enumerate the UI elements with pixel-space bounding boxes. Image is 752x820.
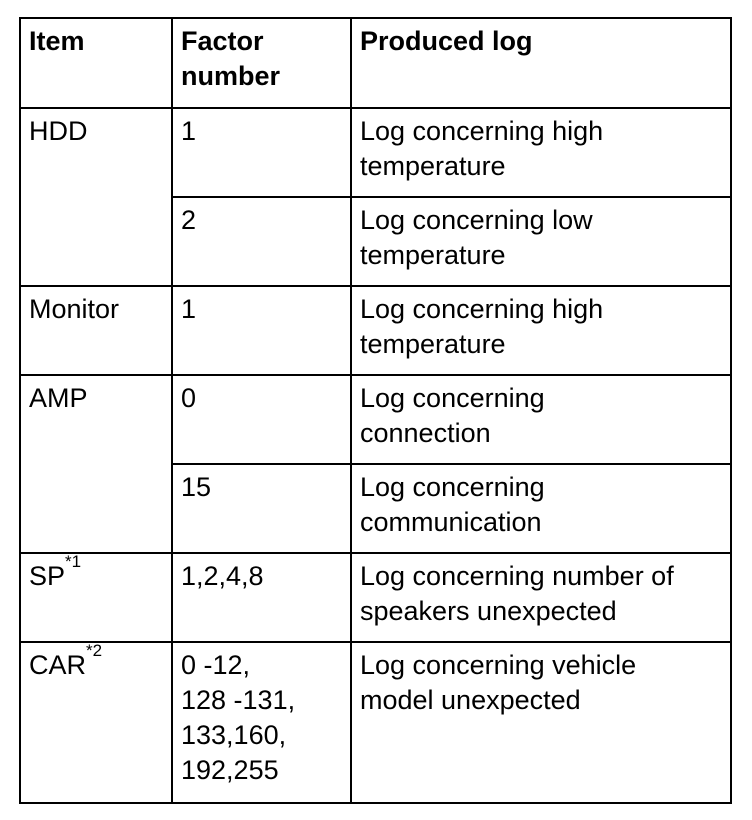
footnote-marker: *1 (65, 552, 82, 571)
log-line: Log concerning low (360, 205, 593, 235)
factor-line: 192,255 (181, 755, 279, 785)
item-label: SP (29, 561, 66, 591)
log-line: temperature (360, 329, 506, 359)
item-cell-hdd: HDD (20, 108, 172, 286)
item-cell-sp (20, 553, 172, 642)
log-line: Log concerning high (360, 116, 604, 146)
factor-cell: 2 (172, 197, 351, 286)
header-item: Item (20, 18, 172, 108)
log-line: Log concerning number of (360, 561, 674, 591)
item-cell-amp: AMP (20, 375, 172, 553)
log-line: speakers unexpected (360, 596, 617, 626)
item-cell-monitor: Monitor (20, 286, 172, 375)
log-line: Log concerning (360, 383, 545, 413)
log-cell (351, 375, 731, 464)
log-line: communication (360, 507, 542, 537)
log-cell (351, 553, 731, 642)
header-row (20, 18, 731, 108)
log-line: connection (360, 418, 491, 448)
log-line: temperature (360, 240, 506, 270)
table-row (20, 642, 731, 803)
table-row (20, 286, 731, 375)
header-factor-line2: number (181, 61, 281, 91)
log-line: model unexpected (360, 685, 581, 715)
log-cell (351, 642, 731, 803)
factor-cell: 1 (172, 286, 351, 375)
table-row (20, 553, 731, 642)
log-cell (351, 108, 731, 197)
header-factor-number (172, 18, 351, 108)
factor-cell: 15 (172, 464, 351, 553)
log-line: Log concerning (360, 472, 545, 502)
log-cell (351, 197, 731, 286)
factor-line: 128 -131, (181, 685, 296, 715)
table-row (20, 375, 731, 464)
footnote-marker: *2 (86, 641, 103, 660)
header-factor-line1: Factor (181, 26, 264, 56)
factor-line: 133,160, (181, 720, 287, 750)
factor-cell: 1,2,4,8 (172, 553, 351, 642)
factor-cell: 1 (172, 108, 351, 197)
factor-cell: 0 (172, 375, 351, 464)
factor-line: 0 -12, (181, 650, 251, 680)
header-produced-log: Produced log (351, 18, 731, 108)
log-line: Log concerning vehicle (360, 650, 637, 680)
table-row (20, 108, 731, 197)
log-cell (351, 464, 731, 553)
log-line: temperature (360, 151, 506, 181)
factor-cell (172, 642, 351, 803)
factor-log-table (19, 17, 732, 804)
log-line: Log concerning high (360, 294, 604, 324)
item-label: CAR (29, 650, 87, 680)
log-cell (351, 286, 731, 375)
item-cell-car (20, 642, 172, 803)
